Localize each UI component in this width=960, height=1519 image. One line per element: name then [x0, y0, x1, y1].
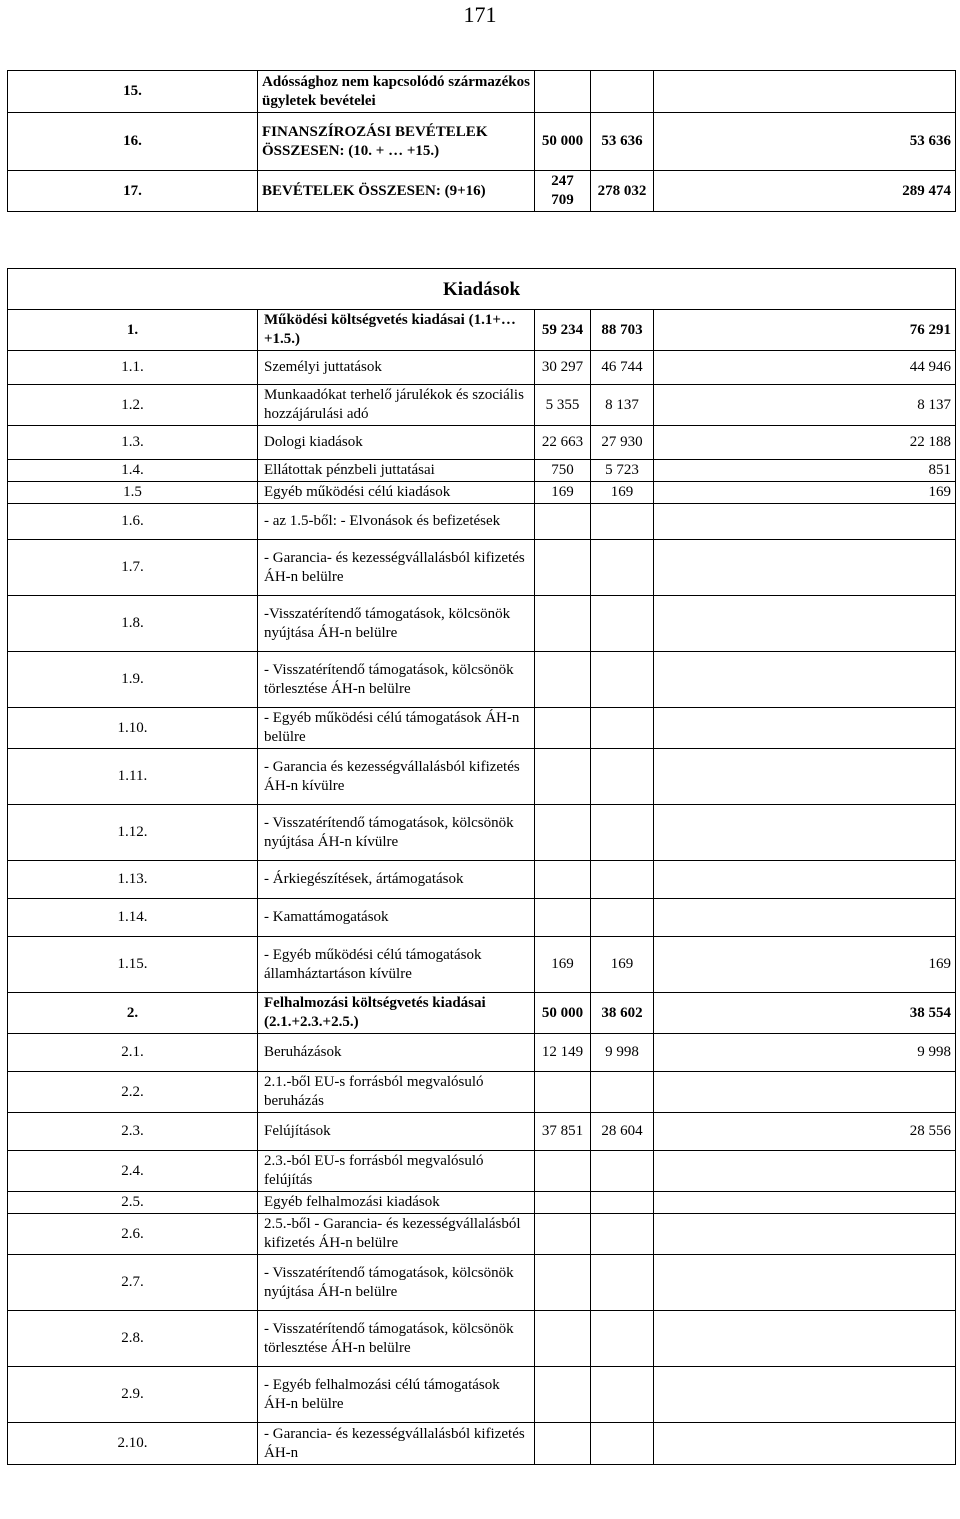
row-label: - Árkiegészítések, ártámogatások: [258, 861, 535, 899]
cell-modified: [591, 596, 654, 652]
cell-original: [535, 805, 591, 861]
cell-actual: [654, 652, 956, 708]
revenue-summary-table: [7, 70, 956, 212]
row-label: -Visszatérítendő támogatások, kölcsönök nyújtása ÁH-n belülre: [258, 596, 535, 652]
row-label: 2.3.-ból EU-s forrásból megvalósuló felújítás: [258, 1151, 535, 1192]
cell-actual: [654, 861, 956, 899]
cell-actual: 169: [654, 482, 956, 504]
table-row: [8, 1034, 956, 1072]
cell-modified: 28 604: [591, 1113, 654, 1151]
table-row: [8, 310, 956, 351]
cell-actual: [654, 749, 956, 805]
row-index: 2.5.: [8, 1192, 258, 1214]
cell-modified: 169: [591, 482, 654, 504]
row-index: 1.9.: [8, 652, 258, 708]
table-row: [8, 652, 956, 708]
row-label: 2.5.-ből - Garancia- és kezességvállalásból kifizetés ÁH-n belülre: [258, 1214, 535, 1255]
cell-modified: 46 744: [591, 351, 654, 385]
cell-original: 750: [535, 460, 591, 482]
cell-actual: 44 946: [654, 351, 956, 385]
row-index: 2.1.: [8, 1034, 258, 1072]
row-index: 17.: [8, 171, 258, 212]
cell-original: [535, 540, 591, 596]
cell-modified: [591, 749, 654, 805]
cell-actual: 169: [654, 937, 956, 993]
cell-modified: [591, 1255, 654, 1311]
table-row: [8, 426, 956, 460]
cell-original: [535, 1151, 591, 1192]
cell-modified: [591, 1423, 654, 1465]
row-index: 1.4.: [8, 460, 258, 482]
page-number: 171: [463, 2, 497, 27]
cell-modified: 5 723: [591, 460, 654, 482]
cell-modified: 278 032: [591, 171, 654, 212]
cell-modified: 53 636: [591, 113, 654, 171]
row-index: 1.8.: [8, 596, 258, 652]
cell-modified: [591, 1192, 654, 1214]
row-label: Munkaadókat terhelő járulékok és szociális hozzájárulási adó: [258, 385, 535, 426]
cell-actual: [654, 1214, 956, 1255]
cell-actual: 38 554: [654, 993, 956, 1034]
cell-modified: 8 137: [591, 385, 654, 426]
cell-actual: [654, 708, 956, 749]
table-row: [8, 1151, 956, 1192]
row-label: - Egyéb működési célú támogatások ÁH-n belülre: [258, 708, 535, 749]
table-row: [8, 482, 956, 504]
row-index: 2.9.: [8, 1367, 258, 1423]
cell-modified: [591, 899, 654, 937]
cell-original: 169: [535, 937, 591, 993]
row-index: 1.2.: [8, 385, 258, 426]
cell-original: 59 234: [535, 310, 591, 351]
row-label: 2.1.-ből EU-s forrásból megvalósuló beruházás: [258, 1072, 535, 1113]
table-row: [8, 993, 956, 1034]
section-title: Kiadások: [8, 269, 956, 310]
table-row: [8, 351, 956, 385]
cell-original: [535, 708, 591, 749]
row-label: - Visszatérítendő támogatások, kölcsönök nyújtása ÁH-n kívülre: [258, 805, 535, 861]
section-header-row: [8, 269, 956, 310]
row-index: 1.: [8, 310, 258, 351]
row-label: Egyéb felhalmozási kiadások: [258, 1192, 535, 1214]
cell-actual: [654, 1255, 956, 1311]
row-label: BEVÉTELEK ÖSSZESEN: (9+16): [258, 171, 535, 212]
cell-original: 247 709: [535, 171, 591, 212]
table-row: [8, 1367, 956, 1423]
cell-actual: [654, 1192, 956, 1214]
cell-original: [535, 504, 591, 540]
row-index: 2.4.: [8, 1151, 258, 1192]
row-label: Személyi juttatások: [258, 351, 535, 385]
cell-original: 30 297: [535, 351, 591, 385]
cell-modified: [591, 71, 654, 113]
row-label: Dologi kiadások: [258, 426, 535, 460]
table-row: [8, 596, 956, 652]
cell-original: [535, 596, 591, 652]
row-label: - az 1.5-ből: - Elvonások és befizetések: [258, 504, 535, 540]
table-row: [8, 540, 956, 596]
row-index: 1.5: [8, 482, 258, 504]
row-index: 2.6.: [8, 1214, 258, 1255]
row-label: Beruházások: [258, 1034, 535, 1072]
table-row: [8, 113, 956, 171]
cell-actual: 22 188: [654, 426, 956, 460]
row-index: 2.7.: [8, 1255, 258, 1311]
row-label: - Visszatérítendő támogatások, kölcsönök törlesztése ÁH-n belülre: [258, 1311, 535, 1367]
table-row: [8, 460, 956, 482]
cell-original: 50 000: [535, 993, 591, 1034]
cell-original: [535, 652, 591, 708]
cell-modified: 27 930: [591, 426, 654, 460]
cell-modified: [591, 504, 654, 540]
cell-modified: [591, 540, 654, 596]
cell-modified: [591, 1151, 654, 1192]
cell-actual: 76 291: [654, 310, 956, 351]
cell-actual: [654, 1367, 956, 1423]
row-index: 2.2.: [8, 1072, 258, 1113]
row-index: 2.10.: [8, 1423, 258, 1465]
cell-original: [535, 1072, 591, 1113]
row-label: FINANSZÍROZÁSI BEVÉTELEK ÖSSZESEN: (10. + … +15.): [258, 113, 535, 171]
row-index: 1.3.: [8, 426, 258, 460]
row-label: Egyéb működési célú kiadások: [258, 482, 535, 504]
row-index: 1.12.: [8, 805, 258, 861]
row-index: 2.8.: [8, 1311, 258, 1367]
cell-modified: 9 998: [591, 1034, 654, 1072]
table-row: [8, 1423, 956, 1465]
cell-modified: [591, 1311, 654, 1367]
table-row: [8, 504, 956, 540]
cell-original: [535, 1367, 591, 1423]
expenditure-table: [7, 268, 956, 1465]
table-row: [8, 899, 956, 937]
table-row: [8, 708, 956, 749]
row-label: - Egyéb működési célú támogatások államháztartáson kívülre: [258, 937, 535, 993]
cell-modified: [591, 1072, 654, 1113]
row-label: Működési költségvetés kiadásai (1.1+…+1.5.): [258, 310, 535, 351]
cell-original: [535, 1423, 591, 1465]
cell-original: [535, 899, 591, 937]
cell-actual: 9 998: [654, 1034, 956, 1072]
cell-modified: [591, 861, 654, 899]
row-index: 1.1.: [8, 351, 258, 385]
table-row: [8, 749, 956, 805]
cell-original: [535, 1255, 591, 1311]
row-label: - Kamattámogatások: [258, 899, 535, 937]
row-index: 1.14.: [8, 899, 258, 937]
table-row: [8, 385, 956, 426]
cell-actual: [654, 1423, 956, 1465]
row-index: 1.10.: [8, 708, 258, 749]
expenditure-rows: [8, 310, 956, 1465]
cell-actual: 28 556: [654, 1113, 956, 1151]
cell-modified: [591, 652, 654, 708]
row-label: - Garancia- és kezességvállalásból kifizetés ÁH-n belülre: [258, 540, 535, 596]
table-row: [8, 1255, 956, 1311]
cell-original: [535, 861, 591, 899]
cell-actual: [654, 1311, 956, 1367]
row-label: - Visszatérítendő támogatások, kölcsönök törlesztése ÁH-n belülre: [258, 652, 535, 708]
cell-actual: [654, 504, 956, 540]
table-row: [8, 1214, 956, 1255]
cell-modified: [591, 1214, 654, 1255]
table-row: [8, 1311, 956, 1367]
cell-original: 50 000: [535, 113, 591, 171]
cell-modified: 169: [591, 937, 654, 993]
cell-actual: 289 474: [654, 171, 956, 212]
row-index: 1.11.: [8, 749, 258, 805]
cell-actual: [654, 1072, 956, 1113]
row-label: Ellátottak pénzbeli juttatásai: [258, 460, 535, 482]
table-row: [8, 805, 956, 861]
cell-modified: [591, 708, 654, 749]
row-label: - Visszatérítendő támogatások, kölcsönök nyújtása ÁH-n belülre: [258, 1255, 535, 1311]
row-index: 1.15.: [8, 937, 258, 993]
table-row: [8, 1192, 956, 1214]
row-index: 2.3.: [8, 1113, 258, 1151]
row-label: - Egyéb felhalmozási célú támogatások ÁH-n belülre: [258, 1367, 535, 1423]
cell-modified: 88 703: [591, 310, 654, 351]
cell-actual: [654, 71, 956, 113]
cell-original: 169: [535, 482, 591, 504]
row-label: Felhalmozási költségvetés kiadásai (2.1.+2.3.+2.5.): [258, 993, 535, 1034]
row-label: - Garancia- és kezességvállalásból kifizetés ÁH-n: [258, 1423, 535, 1465]
row-label: Adóssághoz nem kapcsolódó származékos ügyletek bevételei: [258, 71, 535, 113]
cell-modified: 38 602: [591, 993, 654, 1034]
cell-original: [535, 71, 591, 113]
cell-modified: [591, 805, 654, 861]
cell-modified: [591, 1367, 654, 1423]
cell-actual: 851: [654, 460, 956, 482]
cell-actual: [654, 596, 956, 652]
table-row: [8, 861, 956, 899]
cell-actual: 53 636: [654, 113, 956, 171]
cell-original: 12 149: [535, 1034, 591, 1072]
row-label: - Garancia és kezességvállalásból kifizetés ÁH-n kívülre: [258, 749, 535, 805]
table-row: [8, 937, 956, 993]
cell-actual: 8 137: [654, 385, 956, 426]
cell-actual: [654, 1151, 956, 1192]
table-row: [8, 1113, 956, 1151]
row-index: 16.: [8, 113, 258, 171]
row-index: 1.6.: [8, 504, 258, 540]
cell-original: 37 851: [535, 1113, 591, 1151]
row-index: 1.7.: [8, 540, 258, 596]
cell-original: [535, 1214, 591, 1255]
cell-actual: [654, 540, 956, 596]
row-index: 2.: [8, 993, 258, 1034]
cell-actual: [654, 899, 956, 937]
table-row: [8, 71, 956, 113]
row-index: 15.: [8, 71, 258, 113]
cell-original: [535, 749, 591, 805]
cell-original: [535, 1311, 591, 1367]
cell-actual: [654, 805, 956, 861]
row-index: 1.13.: [8, 861, 258, 899]
table-row: [8, 171, 956, 212]
cell-original: 5 355: [535, 385, 591, 426]
row-label: Felújítások: [258, 1113, 535, 1151]
cell-original: 22 663: [535, 426, 591, 460]
cell-original: [535, 1192, 591, 1214]
table-row: [8, 1072, 956, 1113]
